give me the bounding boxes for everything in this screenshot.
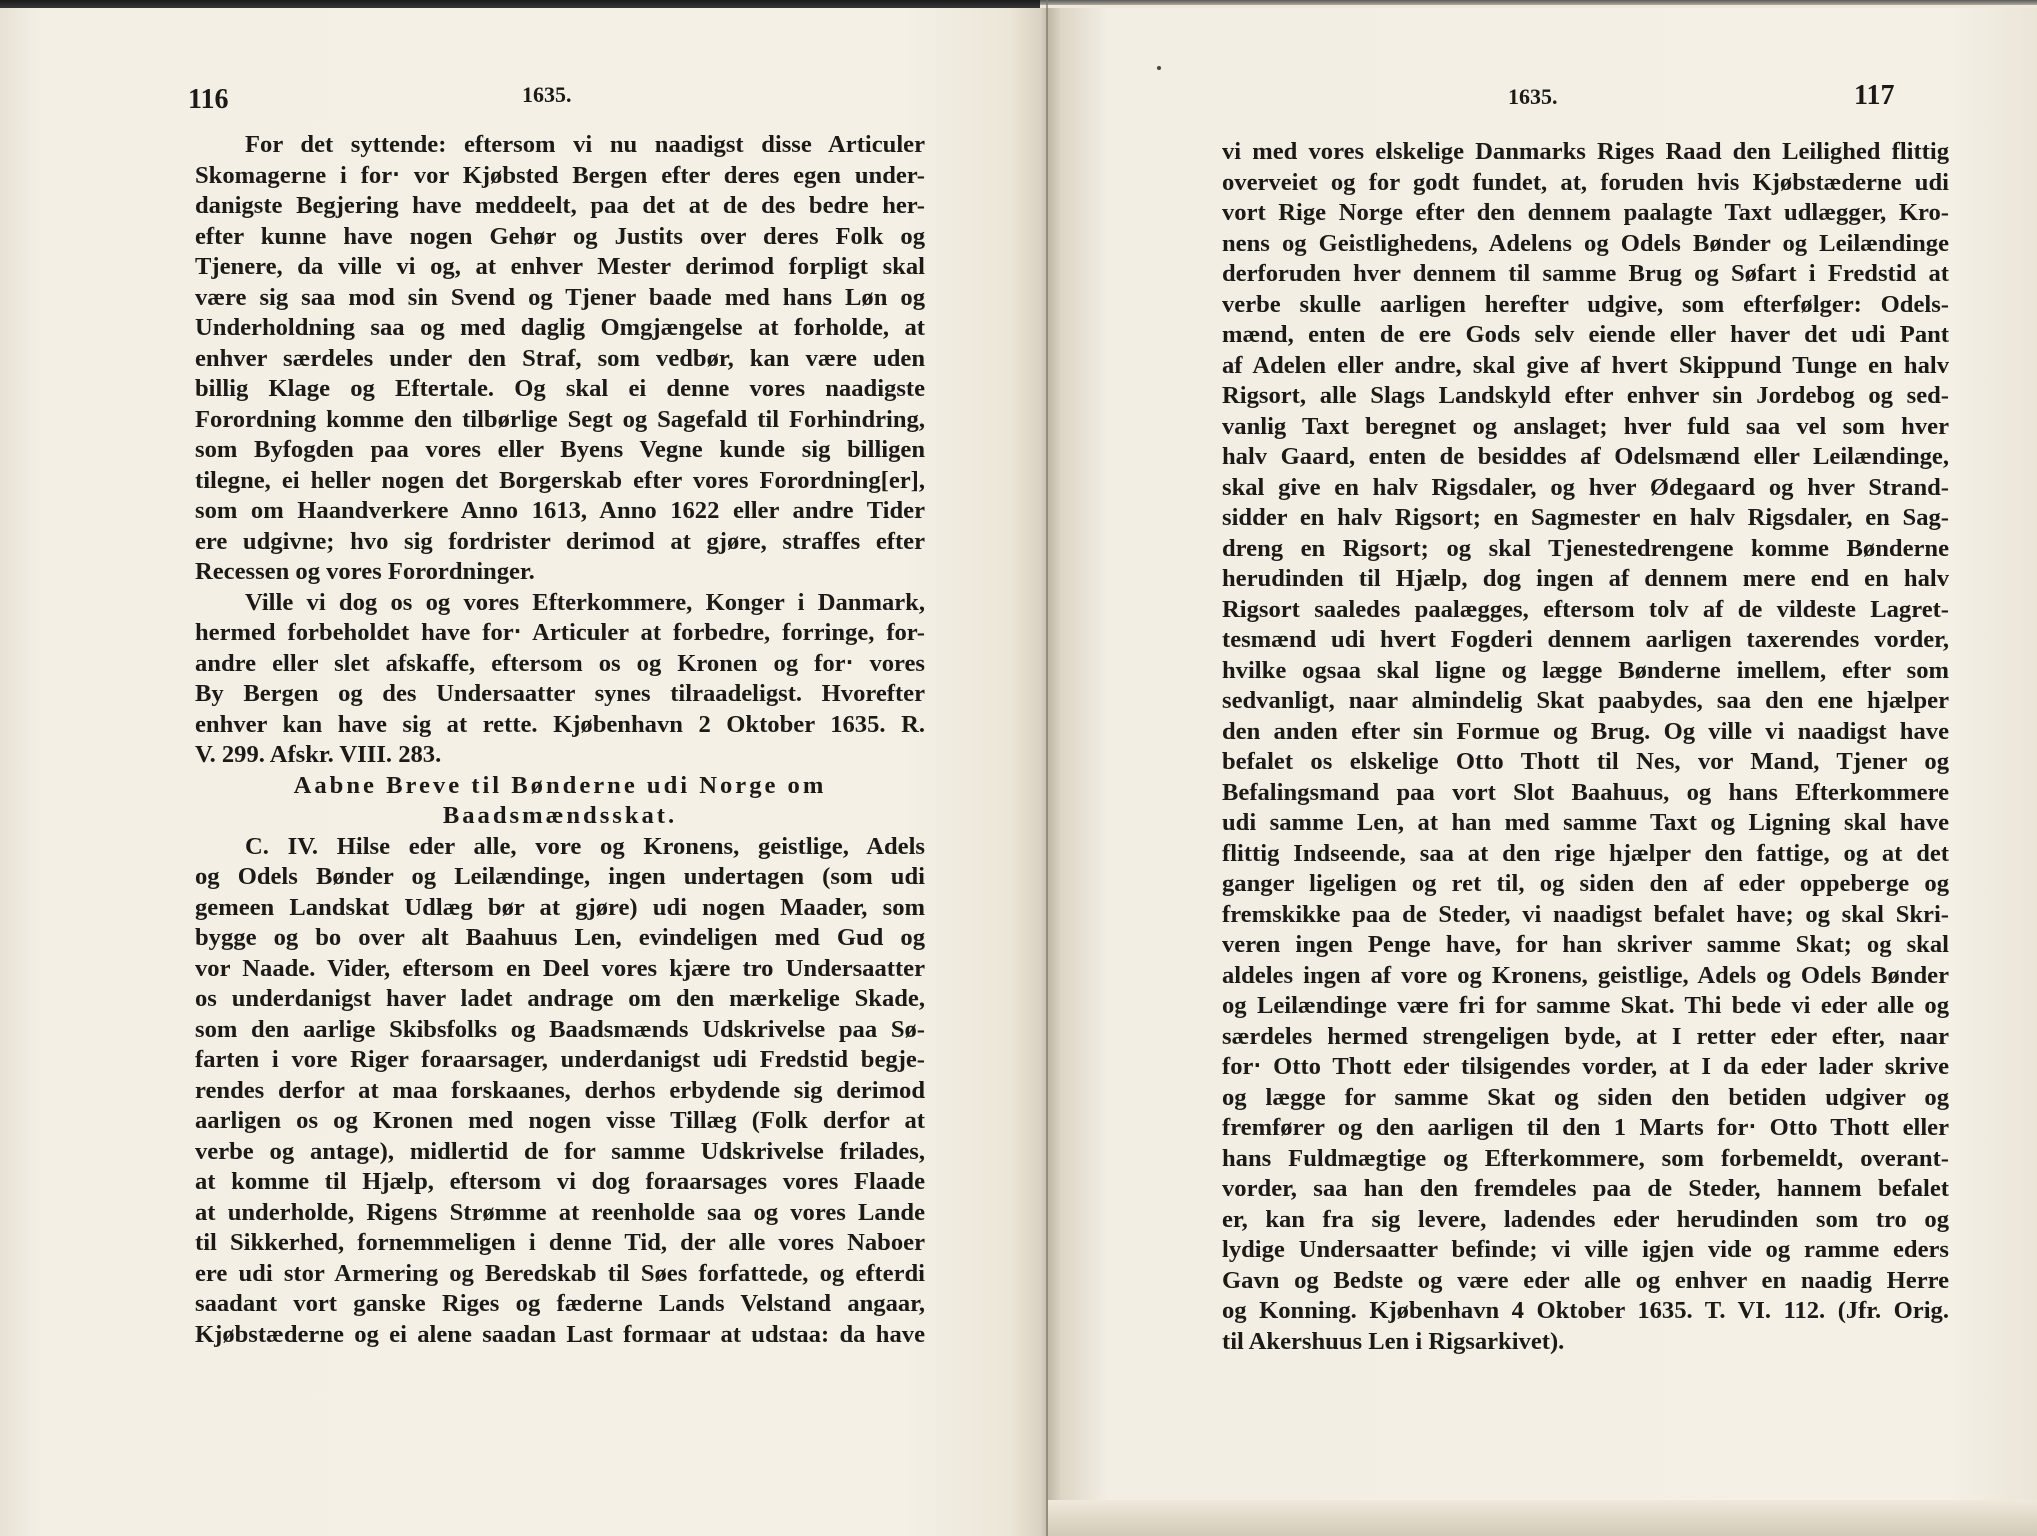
text-line: vort Rige Norge efter den dennem paalagte Taxt udlægger, Kro-	[1222, 199, 1949, 226]
text-line: Ville vi dog os og vores Efterkommere, Konger i Danmark,	[245, 588, 925, 616]
page-number-left: 116	[188, 84, 229, 115]
text-line: til Akershuus Len i Rigsarkivet).	[1222, 1327, 1565, 1355]
text-line: som om Haandverkere Anno 1613, Anno 1622 eller andre Tider	[195, 497, 925, 524]
text-line: tilegne, ei heller nogen det Borgerskab efter vores Forordning[er],	[195, 466, 925, 494]
text-line: ere udgivne; hvo sig fordrister derimod at gjøre, straffes efter	[195, 527, 925, 555]
text-line: dreng en Rigsort; og skal Tjenestedrengene komme Bønderne	[1222, 534, 1949, 562]
text-line: Recessen og vores Forordninger.	[195, 558, 535, 585]
text-line: saadant vort ganske Riges og fæderne Lands Velstand angaar,	[195, 1290, 925, 1317]
text-line: befalet os elskelige Otto Thott til Nes, vor Mand, Tjener og	[1222, 748, 1949, 775]
text-line: og Leilændinge være fri for samme Skat. Thi bede vi eder alle og	[1222, 992, 1949, 1019]
text-line: nens og Geistlighedens, Adelens og Odels Bønder og Leilændinge	[1222, 229, 1949, 257]
year-header-left: 1635.	[522, 82, 572, 107]
text-line: gemeen Landskat Udlæg bør at gjøre) udi nogen Maader, som	[195, 893, 925, 921]
text-line: hermed forbeholdet have for‧ Articuler at forbedre, forringe, for-	[195, 619, 925, 646]
bottom-shadow	[1048, 1500, 2037, 1536]
text-line: efter kunne have nogen Gehør og Justits over deres Folk og	[195, 222, 925, 250]
text-line: og lægge for samme Skat og siden den betiden udgiver og	[1222, 1083, 1949, 1111]
text-line: som Byfogden paa vores eller Byens Vegne kunde sig billigen	[195, 436, 925, 463]
text-line: verbe og antage), midlertid de for samme Udskrivelse frilades,	[195, 1137, 925, 1165]
text-line: overveiet og for godt fundet, at, foruden hvis Kjøbstæderne udi	[1222, 168, 1949, 196]
text-line: flittig Indseende, saa at den rige hjælper den fattige, og at det	[1222, 839, 1949, 867]
text-line: at underholde, Rigens Strømme at reenholde saa og vores Lande	[195, 1198, 925, 1226]
text-line: Tjenere, da ville vi og, at enhver Mester derimod forpligt skal	[195, 253, 925, 280]
text-line: for‧ Otto Thott eder tilsigendes vorder, at I da eder lader skrive	[1222, 1053, 1949, 1080]
text-line: aldeles ingen af vore og Kronens, geistlige, Adels og Odels Bønder	[1222, 961, 1949, 989]
text-line: verbe skulle aarligen herefter udgive, som efterfølger: Odels-	[1222, 290, 1949, 318]
text-line: og Odels Bønder og Leilændinge, ingen undertagen (som udi	[195, 863, 925, 890]
text-line: ganger ligeligen og ret til, og siden den af eder oppeberge og	[1222, 870, 1949, 897]
text-line: billig Klage og Eftertale. Og skal ei denne vores naadigste	[195, 375, 925, 402]
text-line: sedvanligt, naar almindelig Skat paabydes, saa den ene hjælper	[1222, 687, 1949, 714]
paper-speck	[1157, 66, 1161, 70]
top-edge-shadow-right	[1040, 0, 2037, 5]
text-line: enhver særdeles under den Straf, som vedbør, kan være uden	[195, 344, 925, 372]
page-number-right: 117	[1854, 80, 1895, 111]
text-line: Befalingsmand paa vort Slot Baahuus, og hans Efterkommere	[1222, 778, 1949, 806]
text-line: den anden efter sin Formue og Brug. Og ville vi naadigst have	[1222, 717, 1949, 745]
text-line: By Bergen og des Undersaatter synes tilraadeligst. Hvorefter	[195, 680, 925, 707]
text-line: C. IV. Hilse eder alle, vore og Kronens, geistlige, Adels	[245, 832, 925, 860]
text-line: Rigsort, alle Slags Landskyld efter enhver sin Jordebog og sed-	[1222, 382, 1949, 409]
text-line: fremfører og den aarligen til den 1 Marts for‧ Otto Thott eller	[1222, 1114, 1949, 1141]
text-line: og Konning. Kjøbenhavn 4 Oktober 1635. T. VI. 112. (Jfr. Orig.	[1222, 1297, 1949, 1324]
text-line: enhver kan have sig at rette. Kjøbenhavn 2 Oktober 1635. R.	[195, 710, 925, 738]
right-page	[1048, 8, 2037, 1536]
text-line: rendes derfor at maa forskaanes, derhos erbydende sig derimod	[195, 1076, 925, 1104]
text-line: aarligen os og Kronen med nogen visse Tillæg (Folk derfor at	[195, 1107, 925, 1134]
text-line: Baadsmændsskat.	[442, 802, 678, 829]
text-line: Kjøbstæderne og ei alene saadan Last formaar at udstaa: da have	[195, 1320, 925, 1348]
text-line: derforuden hver dennem til samme Brug og Søfart i Fredstid at	[1222, 260, 1949, 287]
text-line: Forordning komme den tilbørlige Segt og Sagefald til Forhindring,	[195, 405, 925, 433]
text-line: vor Naade. Vider, eftersom en Deel vores kjære tro Undersaatter	[195, 954, 925, 982]
text-line: lydige Undersaatter befinde; vi ville igjen vide og ramme eders	[1222, 1236, 1949, 1263]
text-line: Gavn og Bedste og være eder alle og enhver en naadig Herre	[1222, 1266, 1949, 1294]
text-line: ere udi stor Armering og Beredskab til Søes forfattede, og efterdi	[195, 1259, 925, 1287]
text-line: V. 299. Afskr. VIII. 283.	[195, 741, 442, 768]
text-line: herudinden til Hjælp, dog ingen af dennem mere end en halv	[1222, 565, 1949, 592]
text-line: veren ingen Penge have, for han skriver samme Skat; og skal	[1222, 931, 1949, 958]
text-line: særdeles hermed strengeligen byde, at I retter eder efter, naar	[1222, 1022, 1949, 1050]
text-line: mænd, enten de ere Gods selv eiende eller haver det udi Pant	[1222, 321, 1949, 348]
text-line: halv Gaard, enten de besiddes af Odelsmænd eller Leilændinge,	[1222, 443, 1949, 470]
text-line: os underdanigst haver ladet andrage om den mærkelige Skade,	[195, 985, 925, 1012]
text-line: vi med vores elskelige Danmarks Riges Raad den Leilighed flittig	[1222, 138, 1949, 165]
text-line: udi samme Len, at han med samme Taxt og Ligning skal have	[1222, 809, 1949, 836]
text-line: hans Fuldmægtige og Efterkommere, som forbemeldt, overant-	[1222, 1144, 1949, 1172]
text-line: Skomagerne i for‧ vor Kjøbsted Bergen efter deres egen under-	[195, 161, 925, 189]
text-line: Underholdning saa og med daglig Omgjængelse at forholde, at	[195, 314, 925, 341]
text-line: af Adelen eller andre, skal give af hvert Skippund Tunge en halv	[1222, 351, 1949, 379]
text-line: Aabne Breve til Bønderne udi Norge om	[293, 771, 827, 799]
text-line: hvilke ogsaa skal ligne og lægge Bønderne imellem, efter som	[1222, 656, 1949, 684]
year-header-right: 1635.	[1508, 84, 1558, 109]
text-line: fremskikke paa de Steder, vi naadigst befalet have; og skal Skri-	[1222, 900, 1949, 928]
text-line: skal give en halv Rigsdaler, og hver Ødegaard og hver Strand-	[1222, 473, 1949, 501]
text-line: vorder, saa han den fremdeles paa de Steder, hannem befalet	[1222, 1175, 1949, 1202]
text-line: som den aarlige Skibsfolks og Baadsmænds Udskrivelse paa Sø-	[195, 1015, 925, 1043]
text-line: Rigsort saaledes paalægges, eftersom tolv af de vildeste Lagret-	[1222, 595, 1949, 623]
left-page	[0, 8, 1048, 1536]
text-line: at komme til Hjælp, eftersom vi dog foraarsages vores Flaade	[195, 1168, 925, 1195]
text-line: sidder en halv Rigsort; en Sagmester en halv Rigsdaler, en Sag-	[1222, 504, 1949, 531]
text-line: tesmænd udi hvert Fogderi dennem aarligen taxerendes vorder,	[1222, 626, 1949, 653]
text-line: bygge og bo over alt Baahuus Len, evindeligen med Gud og	[195, 924, 925, 951]
text-line: vanlig Taxt beregnet og anslaget; hver fuld saa vel som hver	[1222, 412, 1949, 440]
text-line: til Sikkerhed, fornemmeligen i denne Tid, der alle vores Naboer	[195, 1229, 925, 1256]
text-line: andre eller slet afskaffe, eftersom os og Kronen og for‧ vores	[195, 649, 925, 677]
text-line: danigste Begjering have meddeelt, paa det at de des bedre her-	[195, 192, 925, 219]
text-line: være sig saa mod sin Svend og Tjener baade med hans Løn og	[195, 283, 925, 311]
text-line: er, kan fra sig levere, ladendes eder herudinden som tro og	[1222, 1205, 1949, 1233]
right-page-text	[1222, 137, 1949, 1357]
left-page-text	[195, 130, 925, 1350]
text-line: For det syttende: eftersom vi nu naadigst disse Articuler	[245, 131, 925, 158]
text-line: farten i vore Riger foraarsager, underdanigst udi Fredstid begje-	[195, 1046, 925, 1073]
